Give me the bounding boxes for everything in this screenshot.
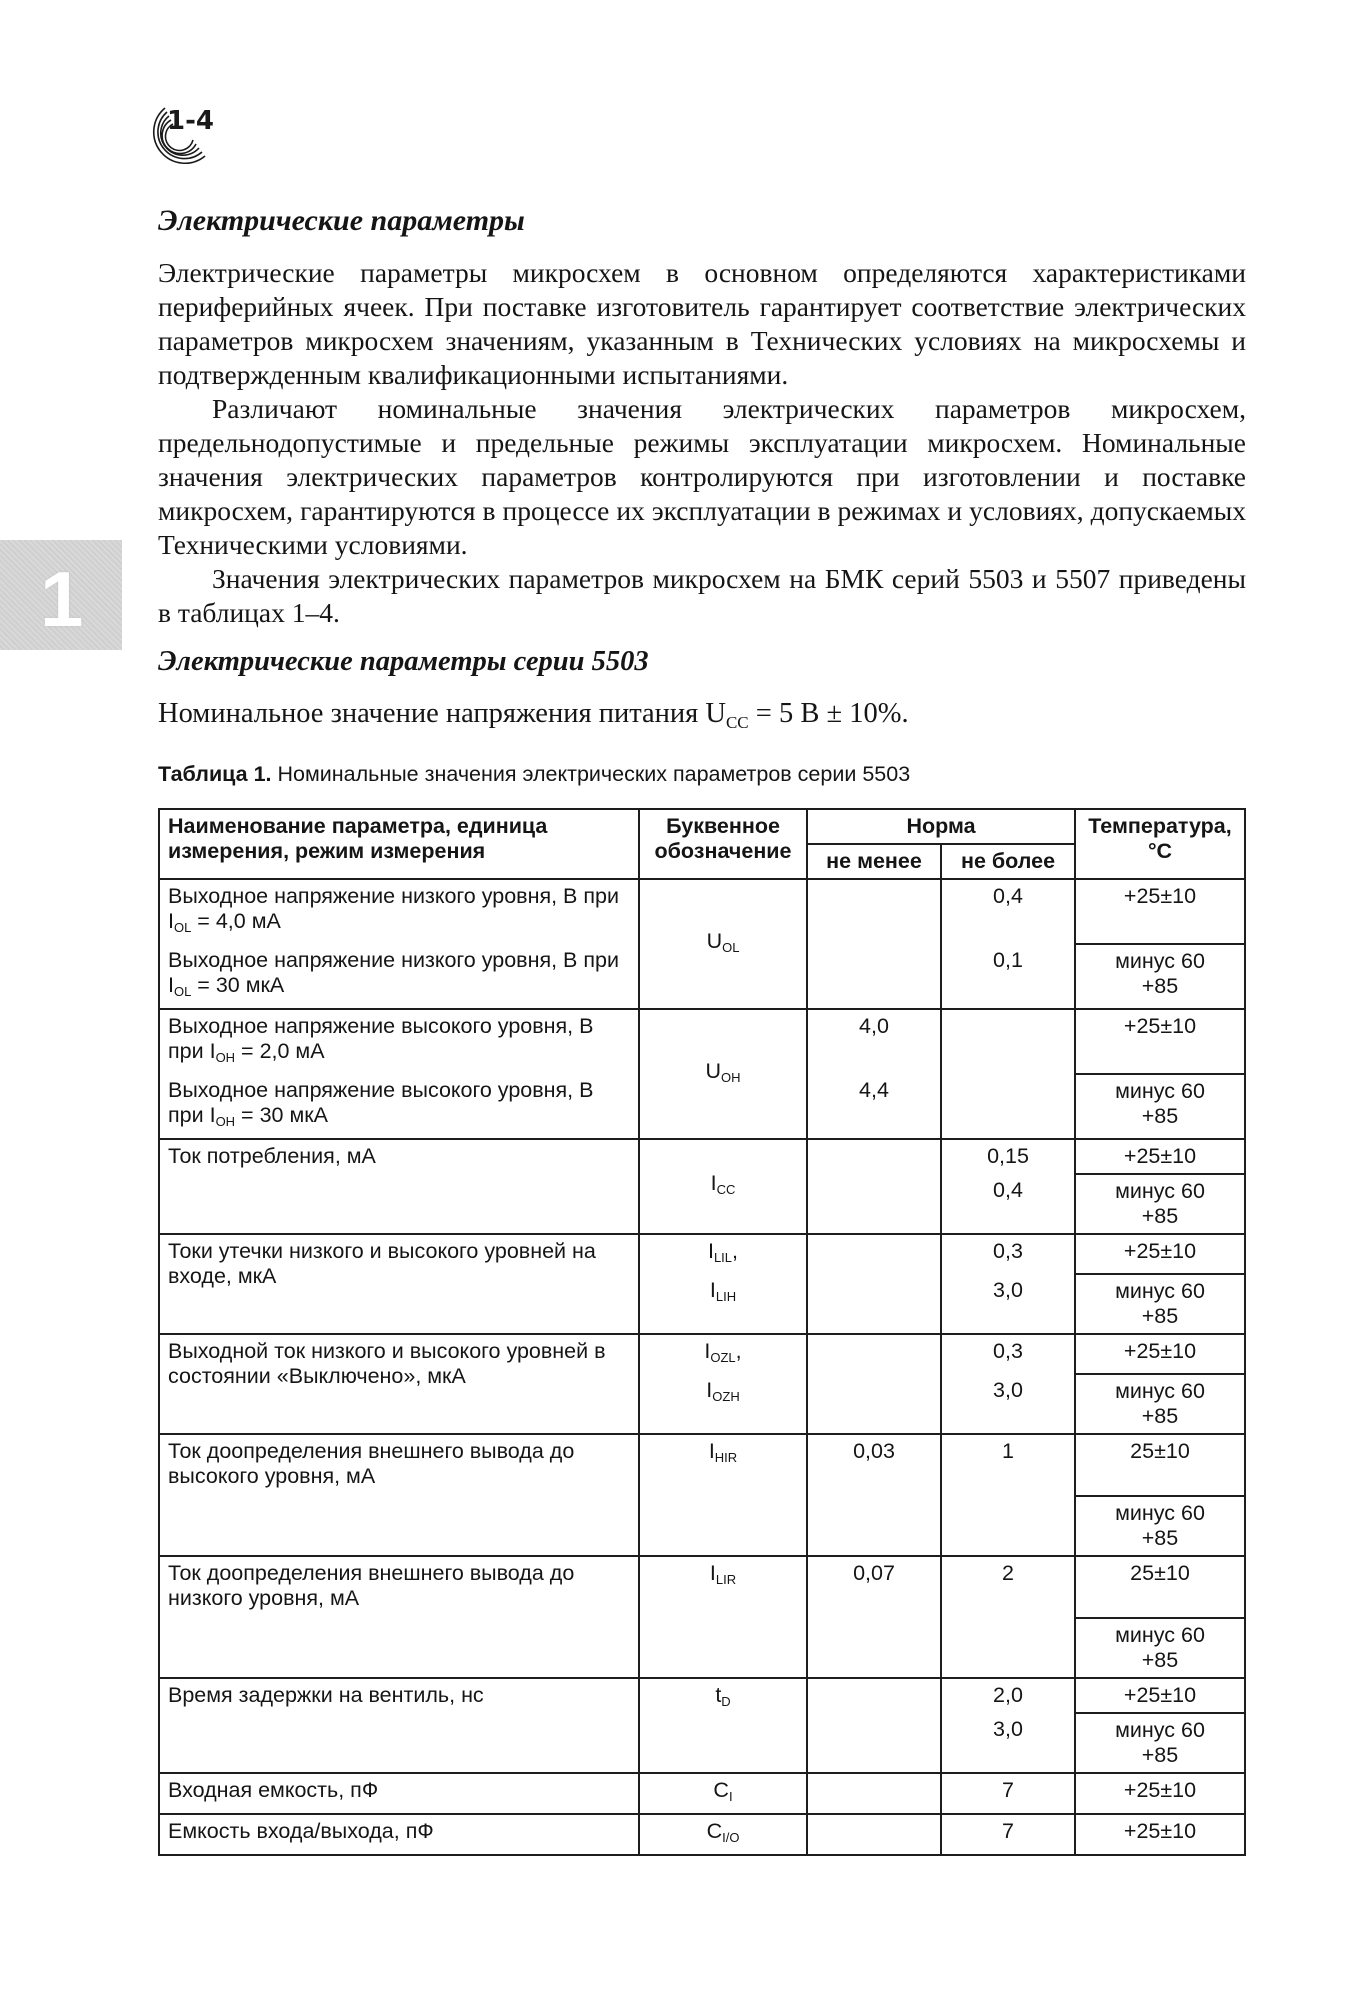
temp-cell: минус 60 +85 [1075,1618,1245,1678]
page-number: 1-4 [167,106,214,136]
max-cell [941,1009,1075,1074]
max-cell: 0,4 [941,879,1075,944]
temp-cell: минус 60 +85 [1075,944,1245,1009]
min-cell: 0,07 [807,1556,941,1678]
table-row [159,1139,1245,1174]
temp-cell: минус 60 +85 [1075,1274,1245,1334]
min-cell: 4,4 [807,1074,941,1139]
symbol-cell: $I_{CC}$ [639,1139,807,1234]
max-cell [941,1074,1075,1139]
page-badge [143,100,227,176]
table-header-row [159,809,1245,844]
min-cell [807,1234,941,1334]
symbol-cell: $I_{OZH}$ [639,1374,807,1434]
symbol-cell: $C_I$ [639,1773,807,1814]
param-cell: Ток доопределения внешнего вывода до низкого уровня, мА [159,1556,639,1678]
min-cell [807,1139,941,1234]
body-text [158,256,1246,630]
header-param: Наименование параметра, единица измерения, режим измерения [159,809,639,879]
table-row [159,1814,1245,1855]
min-cell [807,1773,941,1814]
param-cell: Емкость входа/выхода, пФ [159,1814,639,1855]
param-cell: Ток доопределения внешнего вывода до высокого уровня, мА [159,1434,639,1556]
temp-cell: +25±10 [1075,1334,1245,1374]
temp-cell: +25±10 [1075,1814,1245,1855]
section-title: Электрические параметры [158,204,525,237]
max-cell: 0,1 [941,944,1075,1009]
temp-cell: +25±10 [1075,1773,1245,1814]
param-cell: Выходной ток низкого и высокого уровней в состоянии «Выключено», мкА [159,1334,639,1434]
temp-cell: +25±10 [1075,1234,1245,1274]
supply-voltage-line: Номинальное значение напряжения питания $U_{CC} = 5$ В ± 10%. [158,698,909,732]
temp-cell: минус 60 +85 [1075,1713,1245,1773]
temp-cell: +25±10 [1075,1009,1245,1074]
symbol-cell: $U_{OH}$ [639,1009,807,1139]
table-row [159,1234,1245,1274]
param-cell: Выходное напряжение высокого уровня, В при $I_{OH} = 2,0$ мА [159,1009,639,1074]
table-row [159,879,1245,944]
header-symbol: Буквенное обозначение [639,809,807,879]
parameters-table [158,808,1246,1856]
max-cell: 0,15 [941,1139,1075,1174]
max-cell: 3,0 [941,1713,1075,1773]
table-row [159,1009,1245,1074]
symbol-cell: $I_{HIR}$ [639,1434,807,1556]
header-temp: Температура, °С [1075,809,1245,879]
param-cell: Ток потребления, мА [159,1139,639,1234]
symbol-cell: $I_{LIL}$, [639,1234,807,1274]
max-cell: 7 [941,1773,1075,1814]
min-cell: 4,0 [807,1009,941,1074]
param-cell: Время задержки на вентиль, нс [159,1678,639,1773]
temp-cell: минус 60 +85 [1075,1374,1245,1434]
table-row [159,1773,1245,1814]
max-cell: 7 [941,1814,1075,1855]
temp-cell: +25±10 [1075,879,1245,944]
table-row [159,1678,1245,1713]
max-cell: 3,0 [941,1374,1075,1434]
temp-cell: минус 60 +85 [1075,1496,1245,1556]
symbol-cell: $I_{LIH}$ [639,1274,807,1334]
temp-cell: минус 60 +85 [1075,1074,1245,1139]
series-title: Электрические параметры серии 5503 [158,646,649,677]
paragraph: Различают номинальные значения электрических параметров микросхем, предельнодопустимые и предельные режимы эксплуатации микросхем. Номинальные значения электрических параметров контролируются при изготовлении и поставке микросхем, гарантируются в процессе их эксплуатации в режимах и условиях, допускаемых Техническими условиями. [158,393,1246,560]
temp-cell: 25±10 [1075,1434,1245,1496]
symbol-cell: $U_{OL}$ [639,879,807,1009]
header-min: не менее [807,844,941,879]
param-cell: Входная емкость, пФ [159,1773,639,1814]
param-cell: Выходное напряжение низкого уровня, В при $I_{OL} = 30$ мкА [159,944,639,1009]
header-max: не более [941,844,1075,879]
max-cell: 1 [941,1434,1075,1556]
max-cell: 0,3 [941,1334,1075,1374]
table-row [159,1334,1245,1374]
symbol-cell: $I_{LIR}$ [639,1556,807,1678]
table-row [159,1556,1245,1618]
paragraph: Электрические параметры микросхем в основном определяются характеристиками периферийных ячеек. При поставке изготовитель гарантирует соответствие электрических параметров микросхем значениям, указанным в Технических условиях на микросхемы и подтвержденным квалификационными испытаниями. [158,257,1246,390]
min-cell [807,1334,941,1434]
min-cell [807,1678,941,1773]
symbol-cell: $C_{I/O}$ [639,1814,807,1855]
max-cell: 2 [941,1556,1075,1678]
table-row [159,1434,1245,1496]
max-cell: 2,0 [941,1678,1075,1713]
paragraph: Значения электрических параметров микросхем на БМК серий 5503 и 5507 приведены в таблицах 1–4. [158,563,1246,628]
chapter-tab [0,540,122,650]
symbol-cell: $I_{OZL}$, [639,1334,807,1374]
param-cell: Выходное напряжение низкого уровня, В при $I_{OL} = 4,0$ мА [159,879,639,944]
param-cell: Выходное напряжение высокого уровня, В при $I_{OH} = 30$ мкА [159,1074,639,1139]
temp-cell: минус 60 +85 [1075,1174,1245,1234]
min-cell: 0,03 [807,1434,941,1556]
header-norm: Норма [807,809,1075,844]
param-cell: Токи утечки низкого и высокого уровней на входе, мкА [159,1234,639,1334]
max-cell: 0,4 [941,1174,1075,1234]
min-cell [807,1814,941,1855]
chapter-number: 1 [40,555,84,643]
min-cell [807,879,941,944]
min-cell [807,944,941,1009]
temp-cell: 25±10 [1075,1556,1245,1618]
temp-cell: +25±10 [1075,1678,1245,1713]
table-caption: Таблица 1. Номинальные значения электрических параметров серии 5503 [158,762,911,786]
temp-cell: +25±10 [1075,1139,1245,1174]
max-cell: 0,3 [941,1234,1075,1274]
symbol-cell: $t_D$ [639,1678,807,1773]
max-cell: 3,0 [941,1274,1075,1334]
